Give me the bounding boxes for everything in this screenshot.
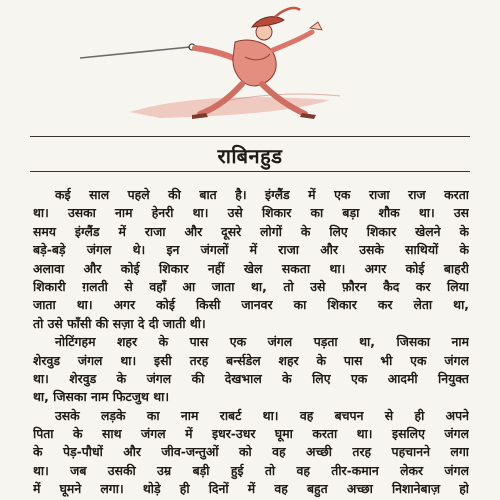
text-line: में घूमने लगा। थोड़े ही दिनों में वह बहुत अच्छा निशानेबाज़ हो	[33, 481, 469, 497]
text-line: पिता के साथ जंगल में इधर-उधर घूमा करता था। इसलिए जंगल	[33, 426, 469, 442]
text-line: कई साल पहले की बात है। इंग्लैंड में एक राजा राज करता	[55, 187, 469, 202]
text-line: शेरवुड जंगल था। इसी तरह बर्न्सडेल शहर के पास भी एक जंगल	[33, 352, 469, 368]
text-line: बड़े-बड़े जंगल थे। इन जंगलों में राजा और उसके साथियों के	[33, 242, 469, 258]
text-line: था। शेरवुड के जंगल की देखभाल के लिए एक आदमी नियुक्त	[33, 370, 469, 386]
text-line: जाता था। अगर कोई किसी जानवर का शिकार कर लेता था,	[33, 297, 469, 313]
page-title: राबिनहुड	[217, 144, 283, 168]
story-text	[33, 186, 469, 499]
text-line: शिकारी ग़लती से वहाँ आ जाता था, तो उसे फ़ौरन कैद कर लिया	[33, 278, 469, 294]
title-rule-bottom	[30, 171, 470, 172]
text-line: था। उसका नाम हेनरी था। उसे शिकार का बड़ा शौक था। उस	[33, 205, 469, 221]
text-line: तो उसे फाँसी की सज़ा दे दी जाती थी।	[33, 315, 206, 331]
text-line: था, जिसका नाम फिटजुथ था।	[33, 389, 170, 405]
title-rule-top	[30, 136, 470, 137]
swordsman-illustration	[70, 2, 370, 132]
text-line: था। जब उसकी उम्र बड़ी हुई तो वह तीर-कमान लेकर जंगल	[33, 462, 469, 478]
text-line: अलावा और कोई शिकार नहीं खेल सकता था। अगर कोई बाहरी	[33, 260, 469, 276]
text-line: उसके लड़के का नाम राबर्ट था। वह बचपन से ही अपने	[55, 407, 469, 423]
text-line: के पेड़-पौधों और जीव-जन्तुओं को वह अच्छी तरह पहचानने लगा	[33, 444, 469, 460]
text-line: समय इंग्लैंड में राजा और दूसरे लोगों के लिए शिकार खेलने के	[33, 223, 469, 239]
text-line: नोटिंगहम शहर के पास एक जंगल पड़ता था, जिसका नाम	[55, 334, 469, 350]
